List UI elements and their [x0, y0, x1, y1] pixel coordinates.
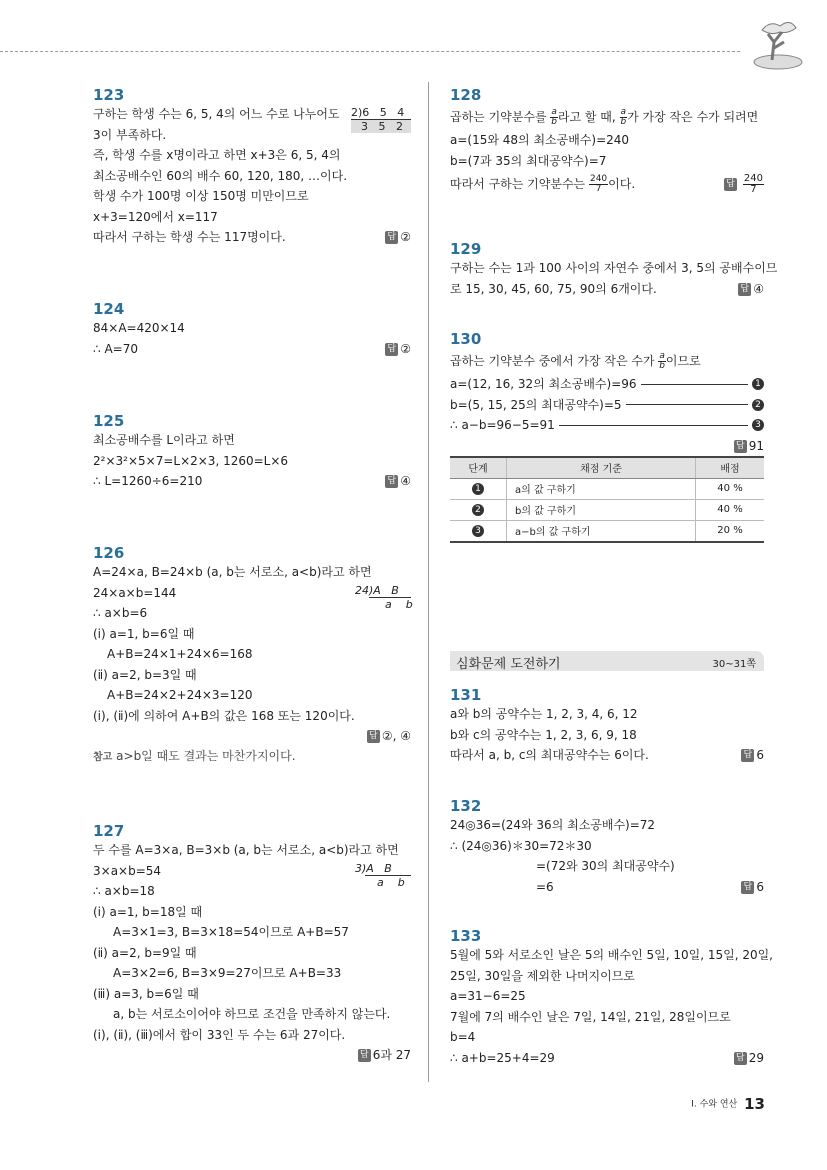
- solution-line: b=(7과 35의 최대공약수)=7: [450, 153, 607, 168]
- solution-line: =(72와 30의 최대공약수): [536, 859, 675, 873]
- problem-128: 128 곱하는 기약분수를 $\frac{a}{b}$ 라고 할 때, $\frac{a}{b}$ 가 가장 작은 수가 되려면 a=(15와 48의 최소공배수)=240 b=(7과 35의 최대공약수)=7 따라서 구하는 기약분수는 $\frac{240}{7}$ 이다. 답 $\frac{240}{7}$: [450, 86, 763, 195]
- solution-line: 3×a×b=54: [93, 863, 162, 878]
- division-ladder: 2)6 5 4 3 5 2: [351, 106, 411, 133]
- problem-number: 128: [450, 86, 482, 104]
- problem-number: 132: [450, 797, 482, 815]
- solution-line: (ⅰ) a=1, b=6일 때: [93, 626, 195, 641]
- solution-line: a=31−6=25: [450, 989, 526, 1003]
- problem-126: [93, 544, 411, 769]
- answer: 답 ④: [385, 471, 411, 492]
- table-row: 1 a의 값 구하기 40 %: [450, 478, 764, 499]
- table-row: 2 b의 값 구하기 40 %: [450, 499, 764, 520]
- fraction: $\frac{a}{b}$: [620, 107, 627, 127]
- section-title: 심화문제 도전하기: [456, 657, 561, 672]
- problem-125: [93, 412, 411, 492]
- solution-line: =6: [536, 879, 554, 894]
- solution-line: a=(12, 16, 32의 최소공배수)=96: [450, 377, 637, 391]
- solution-line: (ⅰ), (ⅱ), (ⅲ)에서 합이 33인 두 수는 6과 27이다.: [93, 1027, 346, 1042]
- problem-132: [450, 797, 764, 897]
- answer-badge: 답: [385, 231, 398, 244]
- solution-line: 24◎36=(24와 36의 최소공배수)=72: [450, 818, 656, 832]
- answer: 답 29: [734, 1048, 764, 1069]
- problem-number: 130: [450, 330, 482, 348]
- solution-line: a=(15와 48의 최소공배수)=240: [450, 133, 630, 147]
- solution-line: 25일, 30일을 제외한 나머지이므로: [450, 968, 635, 983]
- solution-line: b=4: [450, 1030, 476, 1044]
- column-divider: [428, 82, 429, 1082]
- solution-line: (ⅰ), (ⅱ)에 의하여 A+B의 값은 168 또는 120이다.: [93, 708, 355, 723]
- problem-number: 123: [93, 86, 125, 104]
- problem-number: 131: [450, 686, 482, 704]
- solution-line: b와 c의 공약수는 1, 2, 3, 6, 9, 18: [450, 727, 637, 742]
- solution-line: x+3=120에서 x=117: [93, 209, 218, 224]
- solution-line: 학생 수가 100명 이상 150명 미만이므로: [93, 189, 309, 203]
- problem-129: [450, 240, 778, 299]
- division-ladder: 3)A B a b: [355, 862, 411, 889]
- reference-note: 참고 a>b일 때도 결과는 마찬가지이다.: [93, 749, 296, 763]
- header-dashed-line: [0, 51, 740, 52]
- step-marker: 1: [752, 378, 764, 390]
- fraction: $\frac{a}{b}$: [551, 107, 557, 127]
- solution-line: A+B=24×2+24×3=120: [107, 688, 253, 702]
- solution-line: 곱하는 기약분수 중에서 가장 작은 수가 $\frac{a}{b}$ 이므로: [450, 351, 701, 371]
- table-header: 배점: [696, 457, 765, 479]
- problem-124: [93, 300, 411, 359]
- solution-line: 84×A=420×14: [93, 321, 185, 335]
- solution-line: (ⅱ) a=2, b=3일 때: [93, 667, 197, 682]
- problem-number: 133: [450, 927, 482, 945]
- answer: 답 6: [741, 745, 764, 766]
- solution-line: 따라서 a, b, c의 최대공약수는 6이다.: [450, 748, 649, 762]
- solution-line: 5월에 5와 서로소인 날은 5의 배수인 5일, 10일, 15일, 20일,: [450, 948, 774, 962]
- answer: 답 6과 27: [358, 1045, 411, 1066]
- table-header: 단계: [450, 457, 507, 479]
- solution-line: 7월에 7의 배수인 날은 7일, 14일, 21일, 28일이므로: [450, 1009, 731, 1024]
- problem-123: [93, 86, 411, 248]
- solution-line: 따라서 구하는 기약분수는: [450, 177, 586, 191]
- solution-line: A=3×2=6, B=3×9=27이므로 A+B=33: [113, 966, 342, 980]
- chapter-label: Ⅰ. 수와 연산: [691, 1099, 738, 1110]
- solution-line: ∴ a+b=25+4=29: [450, 1050, 555, 1065]
- division-ladder: 24)A B a b: [355, 584, 413, 611]
- section-header: [450, 651, 764, 671]
- solution-line: 24×a×b=144: [93, 585, 177, 600]
- solution-line: b=(5, 15, 25의 최대공약수)=5: [450, 397, 622, 412]
- solution-line: ∴ A=70: [93, 341, 138, 356]
- solution-line: 즉, 학생 수를 x명이라고 하면 x+3은 6, 5, 4의: [93, 148, 341, 162]
- solution-line: (ⅰ) a=1, b=18일 때: [93, 904, 203, 919]
- solution-line: 따라서 구하는 학생 수는 117명이다.: [93, 230, 286, 244]
- answer: 답 ④: [738, 279, 764, 300]
- problem-130: [450, 330, 764, 543]
- fraction: $\frac{a}{b}$: [659, 351, 665, 371]
- solution-line: 구하는 수는 1과 100 사이의 자연수 중에서 3, 5의 공배수이므: [450, 261, 778, 275]
- section-pages: 30~31쪽: [712, 659, 756, 670]
- solution-line: 로 15, 30, 45, 60, 75, 90의 6개이다.: [450, 281, 657, 296]
- answer: 답 6: [741, 877, 764, 898]
- solution-line: ∴ a×b=18: [93, 884, 155, 898]
- problem-number: 129: [450, 240, 482, 258]
- tree-illustration-icon: [742, 12, 804, 74]
- problem-number: 126: [93, 544, 125, 562]
- leader-line: [641, 384, 748, 385]
- solution-line: a, b는 서로소이어야 하므로 조건을 만족하지 않는다.: [113, 1007, 391, 1021]
- problem-number: 124: [93, 300, 125, 318]
- problem-number: 127: [93, 822, 125, 840]
- solution-line: ∴ (24◎36)＊30=72＊30: [450, 838, 592, 853]
- problem-131: [450, 686, 764, 766]
- solution-line: (ⅱ) a=2, b=9일 때: [93, 945, 197, 960]
- problem-number: 125: [93, 412, 125, 430]
- solution-line: a와 b의 공약수는 1, 2, 3, 4, 6, 12: [450, 707, 638, 721]
- page-footer: [691, 1095, 765, 1113]
- step-marker: 2: [752, 399, 764, 411]
- answer: 답 ②, ④: [367, 726, 411, 747]
- solution-line: 곱하는 기약분수를 $\frac{a}{b}$ 라고 할 때, $\frac{a}{b}$ 가 가장 작은 수가 되려면: [450, 107, 759, 127]
- solution-line: 최소공배수인 60의 배수 60, 120, 180, …이다.: [93, 168, 348, 183]
- answer: 답 ②: [385, 227, 411, 248]
- solution-line: ∴ a×b=6: [93, 606, 148, 620]
- table-row: 3 a−b의 값 구하기 20 %: [450, 520, 764, 542]
- leader-line: [559, 425, 748, 426]
- solution-line: 두 수를 A=3×a, B=3×b (a, b는 서로소, a<b)라고 하면: [93, 843, 399, 857]
- solution-line: A=24×a, B=24×b (a, b는 서로소, a<b)라고 하면: [93, 565, 372, 579]
- solution-line: A+B=24×1+24×6=168: [107, 647, 253, 661]
- solution-line: A=3×1=3, B=3×18=54이므로 A+B=57: [113, 925, 349, 939]
- solution-line: ∴ L=1260÷6=210: [93, 474, 203, 488]
- solution-line: 최소공배수를 L이라고 하면: [93, 433, 235, 447]
- fraction: $\frac{240}{7}$: [589, 174, 608, 194]
- answer: 답 91: [734, 436, 764, 457]
- problem-133: [450, 927, 774, 1068]
- table-header: 채점 기준: [507, 457, 696, 479]
- solution-line: 2²×3²×5×7=L×2×3, 1260=L×6: [93, 453, 289, 468]
- solution-line: 3이 부족하다.: [93, 127, 167, 142]
- answer: 답 $\frac{240}{7}$: [724, 171, 764, 197]
- problem-127: [93, 822, 411, 1065]
- answer: 답 ②: [385, 339, 411, 360]
- solution-line: ∴ a−b=96−5=91: [450, 418, 555, 432]
- solution-line: 구하는 학생 수는 6, 5, 4의 어느 수로 나누어도: [93, 107, 340, 121]
- solution-line: (ⅲ) a=3, b=6일 때: [93, 986, 199, 1001]
- step-marker: 3: [752, 419, 764, 431]
- page-number: 13: [744, 1095, 765, 1113]
- note-tag: 참고: [93, 752, 113, 763]
- scoring-table: [450, 456, 764, 543]
- leader-line: [626, 404, 748, 405]
